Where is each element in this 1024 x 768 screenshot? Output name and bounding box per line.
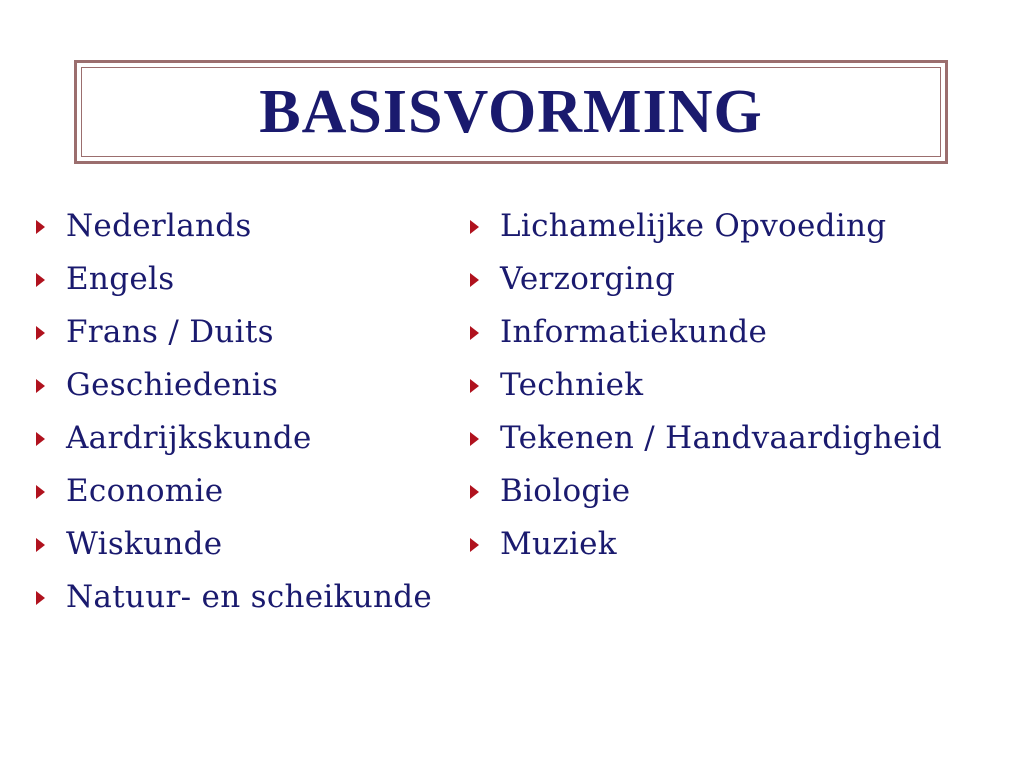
subject-label: Tekenen / Handvaardigheid (500, 420, 942, 456)
list-item (470, 253, 942, 306)
list-item (36, 306, 432, 359)
subject-label: Muziek (500, 526, 617, 562)
subject-list-right (470, 200, 942, 571)
subject-label: Engels (66, 261, 175, 297)
triangle-right-icon (470, 538, 479, 552)
list-item (36, 412, 432, 465)
triangle-right-icon (470, 273, 479, 287)
subject-label: Biologie (500, 473, 631, 509)
list-item (36, 359, 432, 412)
list-item (470, 412, 942, 465)
subject-label: Nederlands (66, 208, 252, 244)
list-item (470, 359, 942, 412)
subject-label: Lichamelijke Opvoeding (500, 208, 887, 244)
triangle-right-icon (36, 220, 45, 234)
triangle-right-icon (36, 538, 45, 552)
triangle-right-icon (36, 591, 45, 605)
triangle-right-icon (36, 432, 45, 446)
subject-label: Wiskunde (66, 526, 223, 562)
subject-label: Verzorging (500, 261, 676, 297)
list-item (470, 518, 942, 571)
subject-label: Geschiedenis (66, 367, 279, 403)
subject-label: Techniek (500, 367, 644, 403)
triangle-right-icon (36, 326, 45, 340)
list-item (36, 571, 432, 624)
list-item (470, 465, 942, 518)
list-item (36, 253, 432, 306)
list-item (470, 200, 942, 253)
triangle-right-icon (470, 220, 479, 234)
subject-label: Frans / Duits (66, 314, 274, 350)
title-frame (74, 60, 948, 164)
subject-label: Aardrijkskunde (66, 420, 312, 456)
triangle-right-icon (36, 485, 45, 499)
list-item (36, 465, 432, 518)
subject-label: Informatiekunde (500, 314, 768, 350)
triangle-right-icon (470, 326, 479, 340)
triangle-right-icon (470, 379, 479, 393)
subject-label: Economie (66, 473, 224, 509)
triangle-right-icon (36, 379, 45, 393)
slide-title: BASISVORMING (259, 78, 763, 146)
triangle-right-icon (470, 485, 479, 499)
list-item (36, 518, 432, 571)
title-frame-inner (81, 67, 941, 157)
subject-label: Natuur- en scheikunde (66, 579, 433, 615)
list-item (36, 200, 432, 253)
triangle-right-icon (36, 273, 45, 287)
triangle-right-icon (470, 432, 479, 446)
subject-list-left (36, 200, 432, 624)
list-item (470, 306, 942, 359)
